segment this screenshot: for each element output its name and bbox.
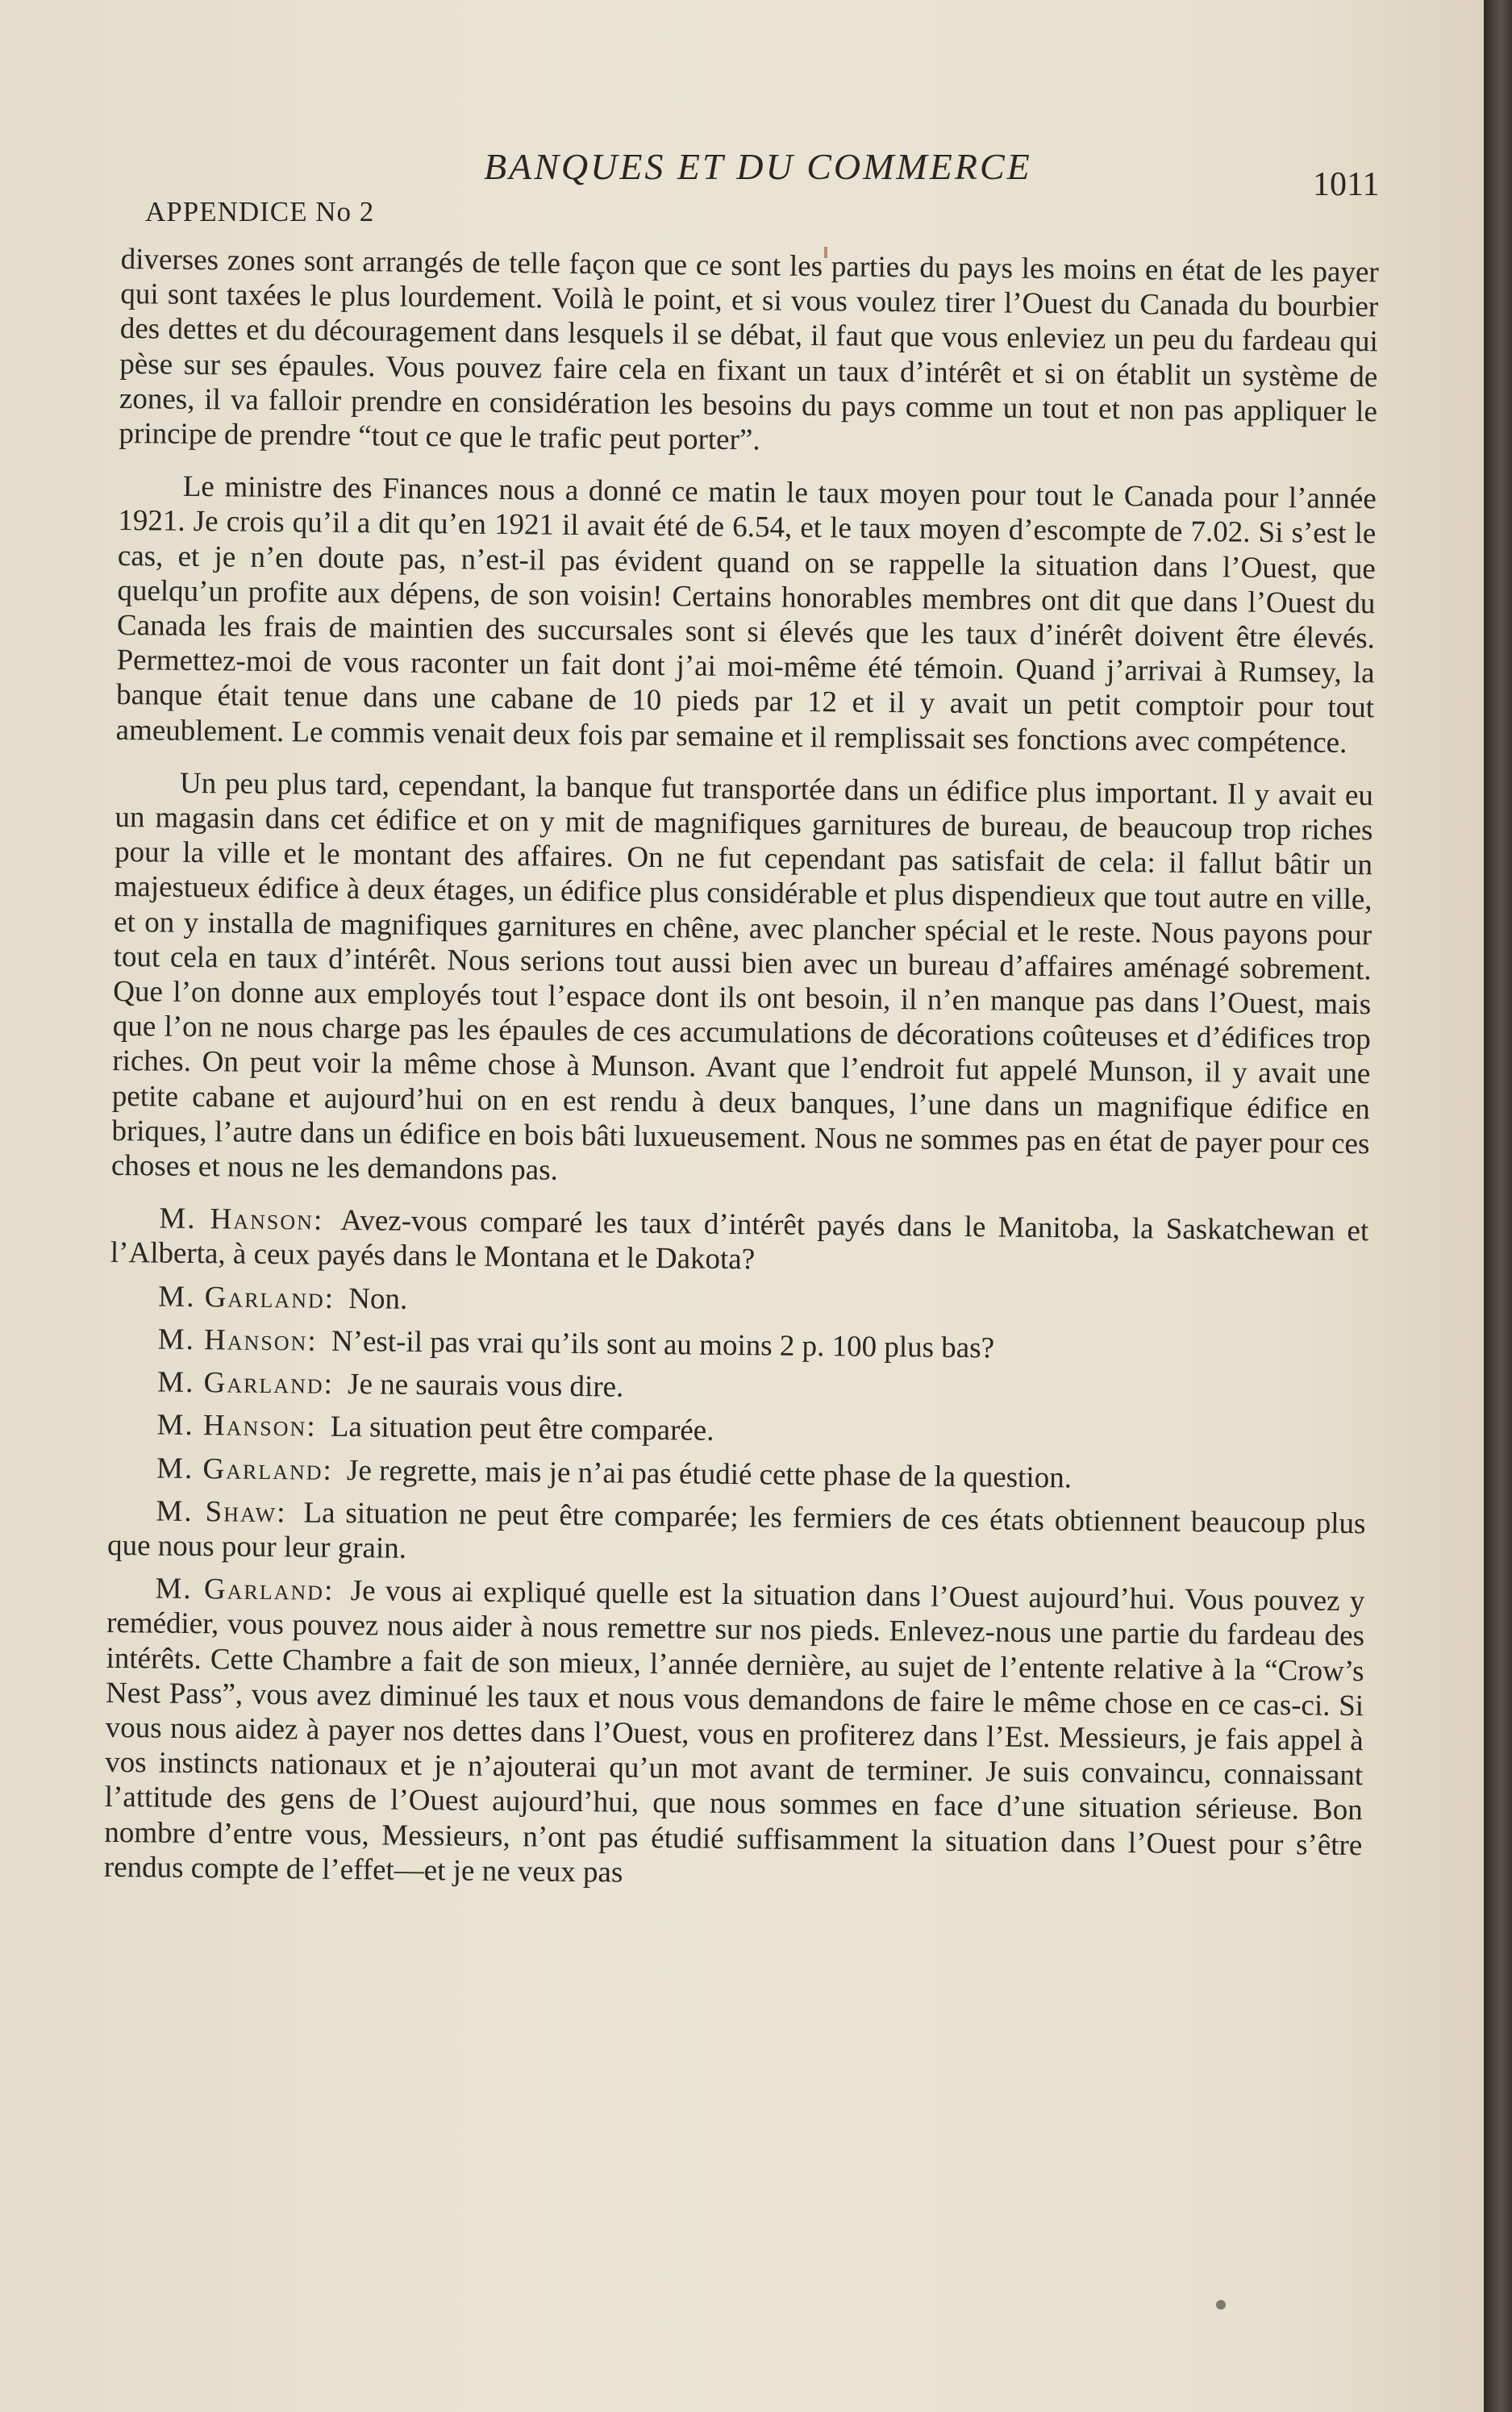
page-number: 1011 xyxy=(1313,166,1380,203)
speech-text: Je ne saurais vous dire. xyxy=(347,1368,624,1404)
speech-text: Non. xyxy=(348,1281,408,1316)
running-header-title: BANQUES ET DU COMMERCE xyxy=(484,146,1032,187)
speech-text: N’est-il pas vrai qu’ils sont au moins 2 p. 100 plus bas? xyxy=(331,1324,995,1365)
speaker-name: M. Garland xyxy=(156,1452,323,1487)
speaker-name: M. Hanson xyxy=(156,1408,307,1443)
speech-text: Avez-vous comparé les taux d’intérêt payés dans le Manitoba, la Saskatchewan et l’Alberta, à ceux payés dans le Montana et le Dakota? xyxy=(110,1204,1369,1277)
speaker-name: M. Garland xyxy=(155,1572,325,1607)
paragraph-3: Un peu plus tard, cependant, la banque fut transportée dans un édifice plus important. Il y avait eu un magasin dans cet édifice et on y mit de magnifiques garnitures de bureau, de beaucoup trop riches pour la ville et le montant des affaires. On ne fut cependant pas satisfait de cela: il fallut bâtir un majestueux édifice à deux étages, un édifice plus considérable et plus dispendieux que tout autre en ville, et on y installa de magnifiques garnitures en chêne, avec plancher spécial et le reste. Nous payons pour tout cela en taux d’intérêt. Nous serions tout aussi bien avec un bureau d’affaires aménagé sobrement. Que l’on donne aux employés tout l’espace dont ils ont besoin, il n’en manque pas dans l’Ouest, mais que l’on ne nous charge pas les épaules de ces accumulations de décorations coûteuses et d’édifices trop riches. On peut voir la même chose à Munson. Avant que l’endroit fut appelé Munson, il y avait une petite cabane et aujourd’hui on en est rendu à deux banques, l’une dans un magnifique édifice en briques, l’autre dans un édifice en bois bâti luxueusement. Nous ne sommes pas en état de payer pour ces choses et nous ne les demandons pas. xyxy=(110,766,1374,1187)
speaker-name: M. Garland xyxy=(156,1365,324,1401)
speech-text: Je regrette, mais je n’ai pas étudié cette phase de la question. xyxy=(346,1453,1073,1494)
speech-text: Je vous ai expliqué quelle est la situation dans l’Ouest aujourd’hui. Vous pouvez y remédier, vous pouvez nous aider à nous remettre sur nos pieds. Enlevez-nous une partie du fardeau des intérêts. Cette Chambre a fait de son mieux, l’année dernière, au sujet de l’entente relative à la “Crow’s Nest Pass”, vous avez diminué les taux et nous vous demandons de faire le même chose en ce cas-ci. Si vous nous aidez à payer nos dettes dans l’Ouest, vous en profiterez dans l’Est. Messieurs, je fais appel à vos instincts nationaux et je n’ajouterai qu’un mot avant de terminer. Je suis convaincu, connaissant l’attitude des gens de l’Ouest aujourd’hui, que nous sommes en face d’une situation sérieuse. Bon nombre d’entre vous, Messieurs, n’ont pas étudié suffisamment la situation dans l’Ouest pour s’être rendus compte de l’effet—et je ne veux pas xyxy=(103,1574,1365,1889)
paragraph-1: diverses zones sont arrangés de telle façon que ce sont les parties du pays les moins en état de les payer qui sont taxées le plus lourdement. Voilà le point, et si vous voulez tirer l’Ouest du Canada du bourbier des dettes et du découragement dans lesquels il se débat, il faut que vous enleviez un peu du fardeau qui pèse sur ses épaules. Vous pouvez faire cela en fixant un taux d’intérêt et si on établit un système de zones, il va falloir prendre en considération les besoins du pays comme un tout et non pas appliquer le principe de prendre “tout ce que le trafic peut porter”. xyxy=(119,242,1379,457)
page-body xyxy=(104,242,1379,1906)
speaker-name: M. Garland xyxy=(158,1280,325,1315)
dialogue-line-7: M. Shaw: La situation ne peut être comparée; les fermiers de ces états obtiennent beaucoup plus que nous pour leur grain. xyxy=(106,1494,1366,1565)
book-binding-edge xyxy=(1484,0,1512,2412)
dialogue-line-4: M. Garland: Je ne saurais vous dire. xyxy=(156,1365,624,1404)
speaker-name: M. Hanson xyxy=(157,1323,308,1358)
paragraph-2: Le ministre des Finances nous a donné ce matin le taux moyen pour tout le Canada pour l’année 1921. Je crois qu’il a dit qu’en 1921 il avait été de 6.54, et le taux moyen d’escompte de 7.02. Si s’est le cas, et je n’en doute pas, n’est-il pas évident quand on se rappelle la situation dans l’Ouest, que quelqu’un profite aux dépens, de son voisin! Certains honorables membres ont dit que dans l’Ouest du Canada les frais de maintien des succursales sont si élevés que les taux d’inérêt doivent être élevés. Permettez-moi de vous raconter un fait dont j’ai moi-même été témoin. Quand j’arrivai à Rumsey, la banque était tenue dans une cabane de 10 pieds par 12 et il y avait un petit comptoir pour tout ameublement. Le commis venait deux fois par semaine et il remplissait ses fonctions avec compétence. xyxy=(115,470,1377,760)
speech-text: La situation peut être comparée. xyxy=(330,1410,714,1448)
running-header-appendix: APPENDICE No 2 xyxy=(145,196,375,227)
speaker-name: M. Hanson xyxy=(159,1202,314,1237)
dialogue-line-3: M. Hanson: N’est-il pas vrai qu’ils sont au moins 2 p. 100 plus bas? xyxy=(157,1323,995,1365)
ink-dot xyxy=(1216,2300,1226,2310)
speech-text: La situation ne peut être comparée; les fermiers de ces états obtiennent beaucoup plus que nous pour leur grain. xyxy=(106,1496,1366,1565)
speaker-name: M. Shaw xyxy=(156,1494,277,1529)
dialogue-line-5: M. Hanson: La situation peut être comparée. xyxy=(156,1408,714,1448)
dialogue-line-6: M. Garland: Je regrette, mais je n’ai pas étudié cette phase de la question. xyxy=(156,1452,1073,1494)
dialogue-line-8: M. Garland: Je vous ai expliqué quelle est la situation dans l’Ouest aujourd’hui. Vous pouvez y remédier, vous pouvez nous aider à nous remettre sur nos pieds. Enlevez-nous une partie du fardeau des intérêts. Cette Chambre a fait de son mieux, l’année dernière, au sujet de l’entente relative à la “Crow’s Nest Pass”, vous avez diminué les taux et nous vous demandons de faire le même chose en ce cas-ci. Si vous nous aidez à payer nos dettes dans l’Ouest, vous en profiterez dans l’Est. Messieurs, je fais appel à vos instincts nationaux et je n’ajouterai qu’un mot avant de terminer. Je suis convaincu, connaissant l’attitude des gens de l’Ouest aujourd’hui, que nous sommes en face d’une situation sérieuse. Bon nombre d’entre vous, Messieurs, n’ont pas étudié suffisamment la situation dans l’Ouest pour s’être rendus compte de l’effet—et je ne veux pas xyxy=(103,1572,1365,1889)
dialogue-line-2: M. Garland: Non. xyxy=(158,1280,408,1316)
dialogue-line-1: M. Hanson: Avez-vous comparé les taux d’intérêt payés dans le Manitoba, la Saskatchewan et l’Alberta, à ceux payés dans le Montana et le Dakota? xyxy=(110,1202,1369,1277)
